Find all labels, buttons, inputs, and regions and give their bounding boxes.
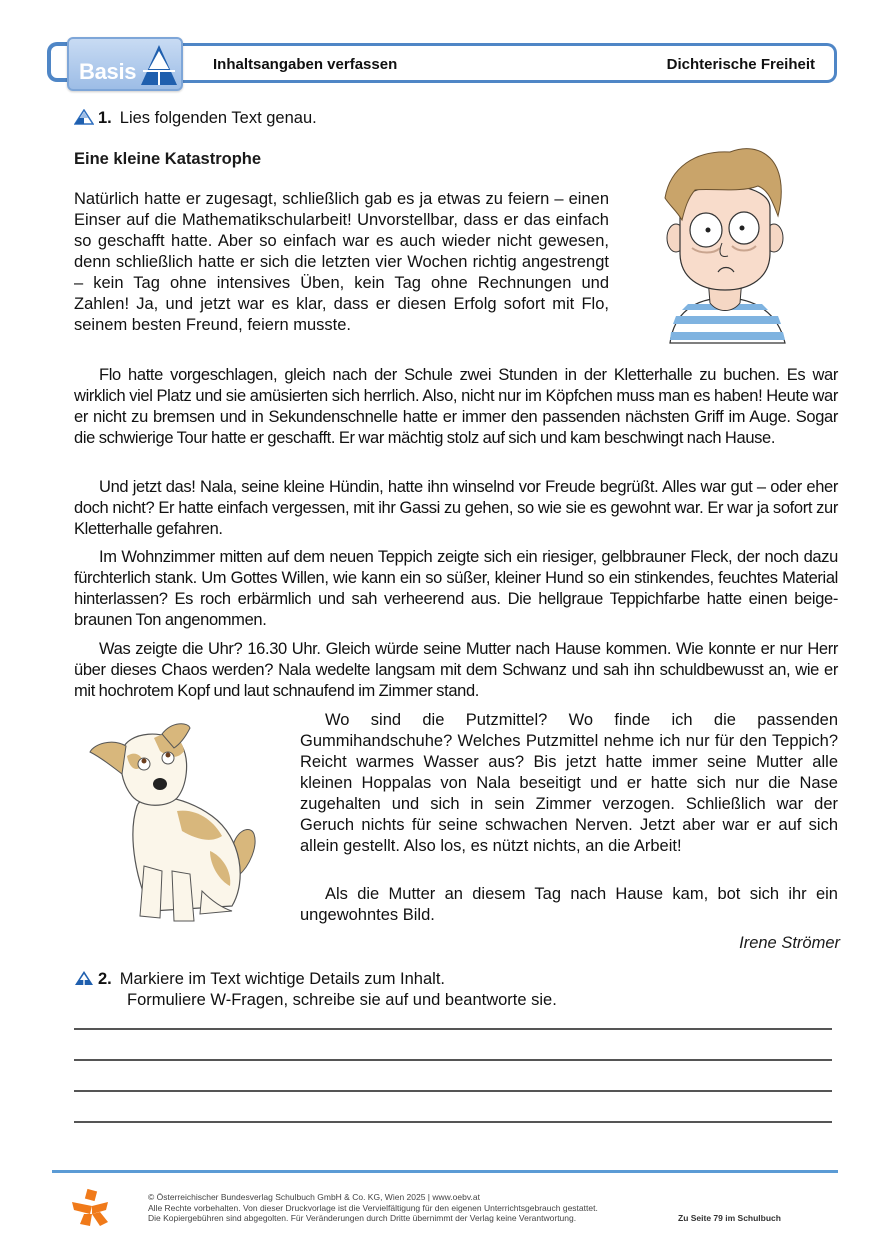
task-1-number: 1. bbox=[98, 109, 112, 127]
footer-rule bbox=[52, 1170, 838, 1173]
publisher-logo-icon bbox=[70, 1188, 110, 1233]
footer-copyright: © Österreichischer Bundesverlag Schulbuch GmbH & Co. KG, Wien 2025 | www.oebv.at bbox=[148, 1192, 480, 1202]
story-paragraph-5: Was zeigte die Uhr? 16.30 Uhr. Gleich würde seine Mutter nach Hause kommen. Wie konnte er nur Herr über dieses Chaos werden? Nala wedelte langsam mit dem Schwanz und sah ihn schuldbewusst an, wie er mit hochrotem Kopf und laut schnaufend im Zimmer stand. bbox=[74, 640, 838, 700]
task-2-instruction-line-2: Formuliere W-Fragen, schreibe sie auf und beantworte sie. bbox=[127, 991, 557, 1009]
level-badge bbox=[67, 37, 183, 91]
task-1-instruction: Lies folgenden Text genau. bbox=[119, 109, 317, 127]
level-pyramid-icon bbox=[139, 43, 179, 87]
story-paragraph-7: Als die Mutter an diesem Tag nach Hause kam, bot sich ihr ein ungewohntes Bild. bbox=[300, 885, 838, 924]
footer-rights: Alle Rechte vorbehalten. Von dieser Druckvorlage ist die Vervielfältigung für den eigenen Unterrichtsgebrauch gestattet. bbox=[148, 1202, 598, 1213]
story-author: Irene Strömer bbox=[739, 934, 840, 952]
story-paragraph-3: Und jetzt das! Nala, seine kleine Hündin, hatte ihn winselnd vor Freude begrüßt. Alles war gut – oder eher doch nicht? Er hatte einfach vergessen, mit ihr Gassi zu gehen, so wie sie es gewohnt war. Er war ja sofort zur Kletterhalle gefahren. bbox=[74, 478, 838, 538]
answer-line[interactable] bbox=[74, 1059, 832, 1061]
story-paragraph-2: Flo hatte vorgeschlagen, gleich nach der Schule zwei Stunden in der Kletterhalle zu buchen. Es war wirklich viel Platz und sie amüsierten sich herrlich. Also, nicht nur im Köpfchen muss man es haben! Heute war er nicht zu bremsen und in Sekundenschnelle hatte er immer den passenden nächsten Griff im Auge. Sogar die schwierige Tour hatte er geschafft. Er war mächtig stolz auf sich und kam beschwingt nach Hause. bbox=[74, 366, 838, 447]
textbook-page-reference: Zu Seite 79 im Schulbuch bbox=[678, 1213, 781, 1223]
story-paragraph-4: Im Wohnzimmer mitten auf dem neuen Teppich zeigte sich ein riesiger, gelbbrauner Fleck, der noch dazu fürchterlich stank. Um Gottes Willen, wie kann ein so süßer, kleiner Hund so ein stinkendes, feuchtes Material hinterlassen? Es roch erbärmlich und sah verheerend aus. Die hellgraue Teppichfarbe hatte einen beige-braunen Ton angenommen. bbox=[74, 548, 838, 629]
answer-line[interactable] bbox=[74, 1121, 832, 1123]
story-paragraph-6: Wo sind die Putzmittel? Wo finde ich die passenden Gummihandschuhe? Welches Putzmittel nehme ich nur für den Teppich? Reicht warmes Wasser aus? Bis jetzt hatte immer seine Mutter alle kleinen Hoppalas von Nala beseitigt und er hatte sich nur die Nase zugehalten und sich in sein Zimmer verzogen. Schließlich war der Geruch nichts für seine schwachen Nerven. Jetzt aber war er auf sich allein gestellt. Also los, es nützt nichts, an die Arbeit! bbox=[300, 711, 838, 855]
task-2-number: 2. bbox=[98, 970, 112, 988]
answer-line[interactable] bbox=[74, 1090, 832, 1092]
worksheet-title: Inhaltsangaben verfassen bbox=[213, 56, 398, 73]
footer-legal bbox=[148, 1192, 598, 1224]
task-2 bbox=[74, 969, 557, 1011]
level-triangle-icon bbox=[74, 970, 94, 986]
footer-fees: Die Kopiergebühren sind abgegolten. Für Veränderungen durch Dritte übernimmt der Verlag keine Verantwortung. bbox=[148, 1213, 577, 1223]
level-triangle-icon bbox=[74, 109, 94, 125]
story-paragraph-1: Natürlich hatte er zugesagt, schließlich gab es ja etwas zu feiern – einen Einser auf die Mathematikschularbeit! Unvorstellbar, dass er das einfach so geschafft hatte. Aber so einfach war es auch wieder nicht gewesen, denn schließlich hatte er sich die letzten vier Wochen richtig angestrengt – kein Tag ohne intensives Üben, kein Tag ohne Rechnungen und Zahlen! Ja, und jetzt war es klar, dass er diesen Erfolg sofort mit Flo, seinem besten Freund, feiern musste. bbox=[74, 190, 609, 334]
task-1 bbox=[74, 109, 317, 128]
sitting-dog-illustration bbox=[82, 716, 272, 931]
story-title: Eine kleine Katastrophe bbox=[74, 150, 262, 168]
answer-line[interactable] bbox=[74, 1028, 832, 1030]
worried-boy-illustration bbox=[640, 138, 810, 353]
task-2-instruction-line-1: Markiere im Text wichtige Details zum Inhalt. bbox=[119, 970, 445, 988]
worksheet-topic: Dichterische Freiheit bbox=[666, 56, 815, 73]
level-badge-label: Basis bbox=[79, 59, 137, 84]
